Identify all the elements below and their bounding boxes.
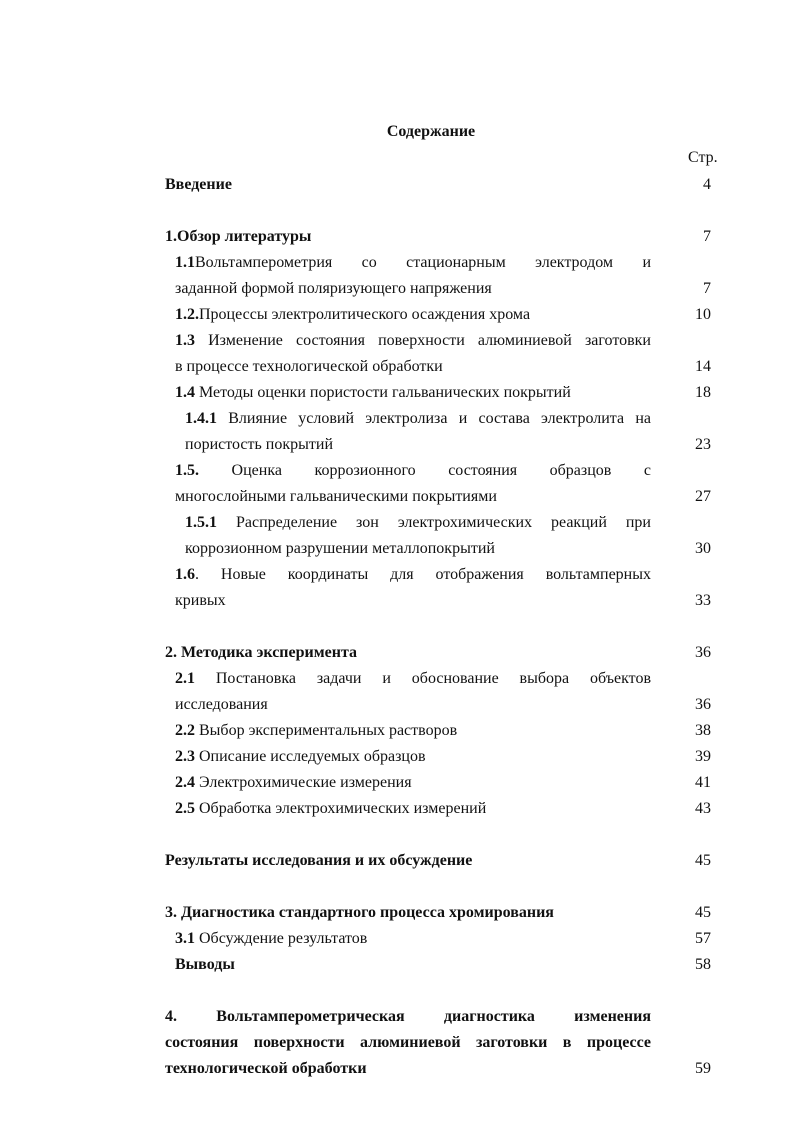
entry-text xyxy=(175,250,651,302)
entry-number: 1.2. xyxy=(175,306,199,323)
entry-title: Изменение состояния поверхности алюминиевой заготовки xyxy=(195,332,651,349)
entry-title-cont: заданной формой поляризующего напряжения xyxy=(175,280,492,297)
entry-title: Постановка задачи и обоснование выбора объектов xyxy=(195,670,651,687)
entry-page: 10 xyxy=(695,306,711,323)
entry-number: 2. xyxy=(165,644,177,661)
entry-text xyxy=(175,302,651,328)
entry-text xyxy=(175,926,651,952)
entry-page: 39 xyxy=(695,748,711,765)
entry-title-cont: исследования xyxy=(175,696,268,713)
entry-number: 2.1 xyxy=(175,670,195,687)
entry-page: 4 xyxy=(703,176,711,193)
toc-entry[interactable] xyxy=(165,510,725,562)
toc-entry[interactable] xyxy=(165,666,725,718)
entry-text xyxy=(175,666,651,718)
entry-number: 2.3 xyxy=(175,748,195,765)
entry-text xyxy=(175,380,651,406)
entry-number: 2.4 xyxy=(175,774,195,791)
toc-entry[interactable] xyxy=(165,796,725,822)
entry-title: Диагностика стандартного процесса хромирования xyxy=(177,904,554,921)
entry-title-cont: многослойными гальваническими покрытиями xyxy=(175,488,497,505)
entry-title: Методы оценки пористости гальванических покрытий xyxy=(195,384,571,401)
entry-number: 4. xyxy=(165,1008,177,1025)
entry-number: 1. xyxy=(165,228,177,245)
entry-title: Влияние условий электролиза и состава электролита на xyxy=(217,410,651,427)
entry-title: Обработка электрохимических измерений xyxy=(195,800,487,817)
entry-title-cont: коррозионном разрушении металлопокрытий xyxy=(185,540,495,557)
entry-text xyxy=(175,744,651,770)
toc-entry[interactable] xyxy=(165,380,725,406)
toc-entry[interactable] xyxy=(165,900,725,926)
entry-text: Результаты исследования и их обсуждение xyxy=(165,852,473,869)
entry-text xyxy=(165,640,651,666)
entry-page: 30 xyxy=(695,540,711,557)
entry-title: . Новые координаты для отображения вольтамперных xyxy=(195,566,651,583)
entry-title: Вольтамперометрическая диагностика изменения xyxy=(177,1008,651,1025)
entry-page: 14 xyxy=(695,358,711,375)
entry-title: Описание исследуемых образцов xyxy=(195,748,426,765)
entry-page: 38 xyxy=(695,722,711,739)
toc-entry[interactable] xyxy=(165,848,725,874)
entry-text xyxy=(185,510,651,562)
entry-title-cont: состояния поверхности алюминиевой заготовки в процессе xyxy=(165,1034,651,1051)
entry-number: 1.4 xyxy=(175,384,195,401)
entry-number: 3.1 xyxy=(175,930,195,947)
entry-title-cont: в процессе технологической обработки xyxy=(175,358,443,375)
toc-entry[interactable] xyxy=(165,224,725,250)
entry-page: 43 xyxy=(695,800,711,817)
entry-number: 2.5 xyxy=(175,800,195,817)
toc-entry[interactable] xyxy=(165,250,725,302)
entry-text xyxy=(175,458,651,510)
entry-text xyxy=(175,718,651,744)
toc-entry[interactable] xyxy=(165,926,725,952)
entry-text xyxy=(175,328,651,380)
entry-page: 36 xyxy=(695,696,711,713)
entry-title: Выбор экспериментальных растворов xyxy=(195,722,458,739)
toc-entry[interactable] xyxy=(165,328,725,380)
entry-title: Процессы электролитического осаждения хрома xyxy=(199,306,531,323)
toc-entry[interactable] xyxy=(165,302,725,328)
entry-title: Электрохимические измерения xyxy=(195,774,412,791)
entry-text xyxy=(175,770,651,796)
entry-page: 36 xyxy=(695,644,711,661)
toc-entry[interactable] xyxy=(165,172,725,198)
entry-page: 45 xyxy=(695,904,711,921)
entry-page: 18 xyxy=(695,384,711,401)
toc-entry[interactable] xyxy=(165,744,725,770)
toc-entry[interactable] xyxy=(165,718,725,744)
entry-text xyxy=(165,224,651,250)
entry-number: 3. xyxy=(165,904,177,921)
toc-entry[interactable] xyxy=(165,640,725,666)
entry-text: Введение xyxy=(165,176,232,193)
toc-entry[interactable] xyxy=(165,770,725,796)
toc-entry[interactable] xyxy=(165,1004,725,1082)
entry-page: 45 xyxy=(695,852,711,869)
entry-text: Выводы xyxy=(175,956,235,973)
entry-text xyxy=(185,406,651,458)
entry-number: 2.2 xyxy=(175,722,195,739)
entry-title-cont: кривых xyxy=(175,592,226,609)
entry-page: 27 xyxy=(695,488,711,505)
entry-page: 23 xyxy=(695,436,711,453)
entry-title: Вольтамперометрия со стационарным электродом и xyxy=(195,254,651,271)
entry-text xyxy=(175,562,651,614)
entry-title: Распределение зон электрохимических реакций при xyxy=(217,514,651,531)
entry-title: Обзор литературы xyxy=(177,228,312,245)
entry-text xyxy=(165,900,651,926)
entry-title-cont: технологической обработки xyxy=(165,1060,367,1077)
entry-page: 7 xyxy=(703,280,711,297)
entry-title: Методика эксперимента xyxy=(177,644,358,661)
entry-number: 1.6 xyxy=(175,566,195,583)
entry-number: 1.5. xyxy=(175,462,199,479)
entry-text xyxy=(165,1004,651,1082)
entry-text xyxy=(175,796,651,822)
entry-page: 59 xyxy=(695,1060,711,1077)
entry-number: 1.1 xyxy=(175,254,195,271)
entry-number: 1.5.1 xyxy=(185,514,217,531)
entry-page: 41 xyxy=(695,774,711,791)
toc-title: Содержание xyxy=(386,123,476,140)
page-column-header: Стр. xyxy=(688,149,718,166)
toc-entry[interactable] xyxy=(165,406,725,458)
entry-page: 58 xyxy=(695,956,711,973)
entry-number: 1.4.1 xyxy=(185,410,217,427)
entry-title: Обсуждение результатов xyxy=(195,930,368,947)
entry-page: 7 xyxy=(703,228,711,245)
entry-page: 57 xyxy=(695,930,711,947)
toc-entry[interactable] xyxy=(165,458,725,510)
entry-title: Оценка коррозионного состояния образцов с xyxy=(199,462,651,479)
entry-number: 1.3 xyxy=(175,332,195,349)
toc-entry[interactable] xyxy=(165,952,725,978)
toc-entry[interactable] xyxy=(165,562,725,614)
entry-page: 33 xyxy=(695,592,711,609)
entry-title-cont: пористость покрытий xyxy=(185,436,333,453)
